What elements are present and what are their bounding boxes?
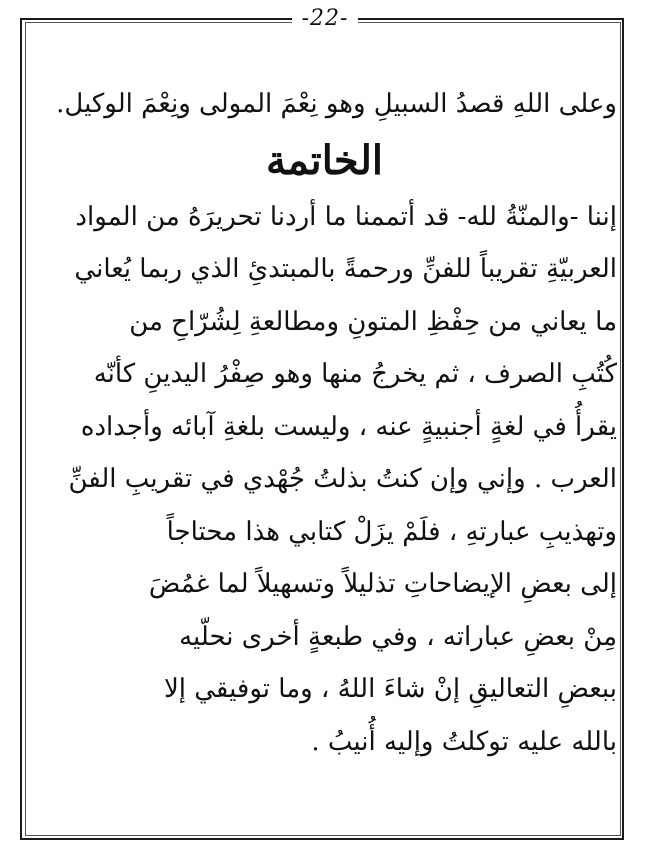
- page-number-label: -22-: [292, 6, 359, 31]
- body-text: [32, 78, 617, 768]
- text-line-7: وتهذيبِ عبارتهِ ، فلَمْ يزَلْ كتابي هذا محتاجاً: [166, 516, 617, 547]
- text-line-8: إلى بعضِ الإيضاحاتِ تذليلاً وتسهيلاً لما غمُضَ: [148, 569, 617, 599]
- page-number: [0, 6, 650, 31]
- opening-line: وعلى اللهِ قصدُ السبيلِ وهو نِعْمَ المولى ونِعْمَ الوكيل.: [56, 89, 617, 119]
- text-line-1: إننا -والمنّةُ لله- قد أتممنا ما أردنا تحريرَهُ من المواد: [75, 201, 617, 232]
- text-line-11: بالله عليه توكلتُ وإليه أُنيبُ .: [311, 726, 617, 757]
- chapter-heading: الخاتمة: [265, 136, 383, 184]
- text-line-9: مِنْ بعضِ عباراته ، وفي طبعةٍ أخرى نحلّيه: [179, 621, 617, 652]
- text-line-3: ما يعاني من حِفْظِ المتونِ ومطالعةِ لِشُرّاحِ من: [129, 306, 617, 337]
- text-line-5: يقرأُ في لغةٍ أجنبيةٍ عنه ، وليست بلغةِ آبائه وأجداده: [80, 411, 617, 442]
- text-line-4: كُتُبِ الصرف ، ثم يخرجُ منها وهو صِفْرُ اليدينِ كأنّه: [93, 359, 617, 389]
- text-line-6: العرب . وإني وإن كنتُ بذلتُ جُهْدي في تقريبِ الفنِّ: [68, 464, 617, 494]
- text-line-2: العربيّةِ تقريباً للفنِّ ورحمةً بالمبتدئِ الذي ربما يُعاني: [74, 254, 617, 284]
- text-line-10: ببعضِ التعاليقِ إنْ شاءَ اللهُ ، وما توفيقي إلا: [163, 674, 617, 704]
